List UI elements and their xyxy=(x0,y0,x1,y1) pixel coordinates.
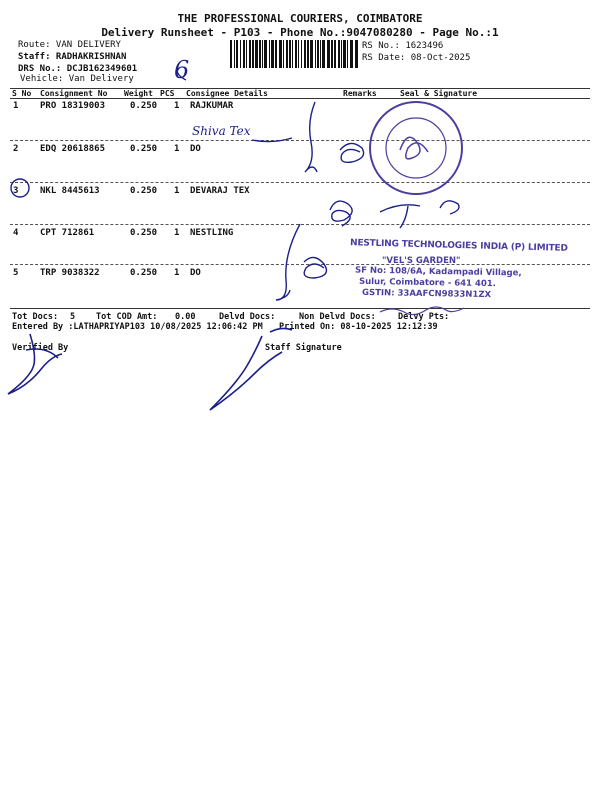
row-sno: 3 xyxy=(13,186,19,196)
barcode-bar xyxy=(264,40,267,68)
row-weight: 0.250 xyxy=(130,268,158,278)
barcode-bar xyxy=(322,40,325,68)
row-consignee: DO xyxy=(190,144,201,154)
barcode-bar xyxy=(249,40,251,68)
staff-label: Staff: RADHAKRISHNAN xyxy=(18,52,127,62)
company-seal xyxy=(370,102,462,194)
barcode-bar xyxy=(338,40,340,68)
row-sno: 2 xyxy=(13,144,19,154)
col-remarks: Remarks xyxy=(343,89,377,98)
row-consignment: PRO 18319003 xyxy=(40,101,106,111)
barcode-bar xyxy=(310,40,313,68)
vehicle-label: Vehicle: Van Delivery xyxy=(20,74,134,84)
printed-on: Printed On: 08-10-2025 12:12:39 xyxy=(279,322,438,332)
table-header-rule xyxy=(10,98,590,99)
barcode-bar xyxy=(230,40,232,68)
delvd-docs-label: Delvd Docs: xyxy=(219,312,276,322)
row-sno: 1 xyxy=(13,101,19,111)
row-pcs: 1 xyxy=(174,101,180,111)
barcode-bar xyxy=(234,40,235,68)
col-consignment: Consignment No xyxy=(40,89,108,98)
stamp-address-line: "VEL'S GARDEN" xyxy=(382,256,461,266)
staff-signature-label: Staff Signature xyxy=(265,343,342,353)
barcode-bar xyxy=(327,40,330,68)
stamp-company-name: NESTLING TECHNOLOGIES INDIA (P) LIMITED xyxy=(349,238,568,254)
company-title: THE PROFESSIONAL COURIERS, COIMBATORE xyxy=(177,12,423,25)
row-consignment: TRP 9038322 xyxy=(40,268,100,278)
barcode-bar xyxy=(289,40,291,68)
signature-scrawl xyxy=(276,224,326,300)
barcode-bar xyxy=(252,40,254,68)
row-consignment: NKL 8445613 xyxy=(40,186,100,196)
barcode-bar xyxy=(343,40,346,68)
barcode xyxy=(230,40,358,70)
row-divider xyxy=(10,264,590,265)
barcode-bar xyxy=(295,40,297,68)
barcode-bar xyxy=(271,40,274,68)
row-sno: 4 xyxy=(13,228,19,238)
col-pcs: PCS xyxy=(160,89,175,98)
row-consignment: EDQ 20618865 xyxy=(40,144,106,154)
barcode-bar xyxy=(341,40,342,68)
barcode-bar xyxy=(334,40,336,68)
col-consignee: Consignee Details xyxy=(186,89,268,98)
barcode-bar xyxy=(246,40,247,68)
row-pcs: 1 xyxy=(174,268,180,278)
barcode-bar xyxy=(304,40,306,68)
stamp-address-line: SF No: 108/6A, Kadampadi Village, xyxy=(354,265,522,279)
tot-docs-value: 5 xyxy=(70,312,76,322)
row-weight: 0.250 xyxy=(130,186,158,196)
barcode-bar xyxy=(262,40,263,68)
barcode-bar xyxy=(259,40,261,68)
barcode-bar xyxy=(269,40,270,68)
barcode-bar xyxy=(255,40,258,68)
row-sno: 5 xyxy=(13,268,19,278)
staff-signature xyxy=(210,328,292,410)
handwritten-note: Shiva Tex xyxy=(192,124,251,138)
barcode-bar xyxy=(279,40,282,68)
row-weight: 0.250 xyxy=(130,144,158,154)
stamp-gstin: GSTIN: 33AAFCN9833N1ZX xyxy=(361,287,492,301)
barcode-bar xyxy=(298,40,299,68)
tot-cod-label: Tot COD Amt: xyxy=(96,312,158,322)
row-pcs: 1 xyxy=(174,186,180,196)
row-divider xyxy=(10,140,590,141)
barcode-bar xyxy=(320,40,321,68)
tot-cod-value: 0.00 xyxy=(175,312,196,322)
barcode-bar xyxy=(292,40,293,68)
row-weight: 0.250 xyxy=(130,101,158,111)
col-sno: S No xyxy=(12,89,32,98)
row-divider xyxy=(10,182,590,183)
col-weight: Weight xyxy=(124,89,153,98)
barcode-bar xyxy=(315,40,316,68)
barcode-bar xyxy=(307,40,309,68)
handwritten-mark: 6 xyxy=(174,56,190,84)
drs-number: DRS No.: DCJB162349601 xyxy=(18,64,138,74)
row-consignee: DO xyxy=(190,268,201,278)
non-delvd-docs-label: Non Delvd Docs: xyxy=(299,312,376,322)
row-consignee: DEVARAJ TEX xyxy=(190,186,250,196)
runsheet-subtitle: Delivery Runsheet - P103 - Phone No.:9047080280 - Page No.:1 xyxy=(101,26,499,39)
barcode-bar xyxy=(350,40,353,68)
verified-by-label: Verified By xyxy=(12,343,69,353)
entered-by: Entered By :LATHAPRIYAP103 10/08/2025 12:06:42 PM xyxy=(12,322,263,332)
row-consignee: RAJKUMAR xyxy=(190,101,234,111)
row-divider xyxy=(10,224,590,225)
barcode-bar xyxy=(355,40,358,68)
barcode-bar xyxy=(243,40,245,68)
rs-number: RS No.: 1623496 xyxy=(362,41,444,51)
route-label: Route: VAN DELIVERY xyxy=(18,40,121,50)
tot-docs-label: Tot Docs: xyxy=(12,312,59,322)
barcode-bar xyxy=(331,40,333,68)
signature-scrawl xyxy=(252,102,364,172)
row-pcs: 1 xyxy=(174,228,180,238)
barcode-bar xyxy=(275,40,277,68)
stamp-address-line: Sulur, Coimbatore - 641 401. xyxy=(358,276,496,290)
row-consignee: NESTLING xyxy=(190,228,234,238)
col-seal-signature: Seal & Signature xyxy=(400,89,478,98)
barcode-bar xyxy=(317,40,319,68)
barcode-bar xyxy=(236,40,238,68)
rs-date: RS Date: 08-Oct-2025 xyxy=(362,53,471,63)
table-bottom-rule xyxy=(10,308,590,309)
barcode-bar xyxy=(286,40,288,68)
barcode-bar xyxy=(347,40,348,68)
barcode-bar xyxy=(240,40,241,68)
delvy-pts-label: Delvy Pts: xyxy=(398,312,450,322)
barcode-bar xyxy=(301,40,302,68)
barcode-bar xyxy=(283,40,284,68)
row-consignment: CPT 712861 xyxy=(40,228,95,238)
row-weight: 0.250 xyxy=(130,228,158,238)
row-pcs: 1 xyxy=(174,144,180,154)
